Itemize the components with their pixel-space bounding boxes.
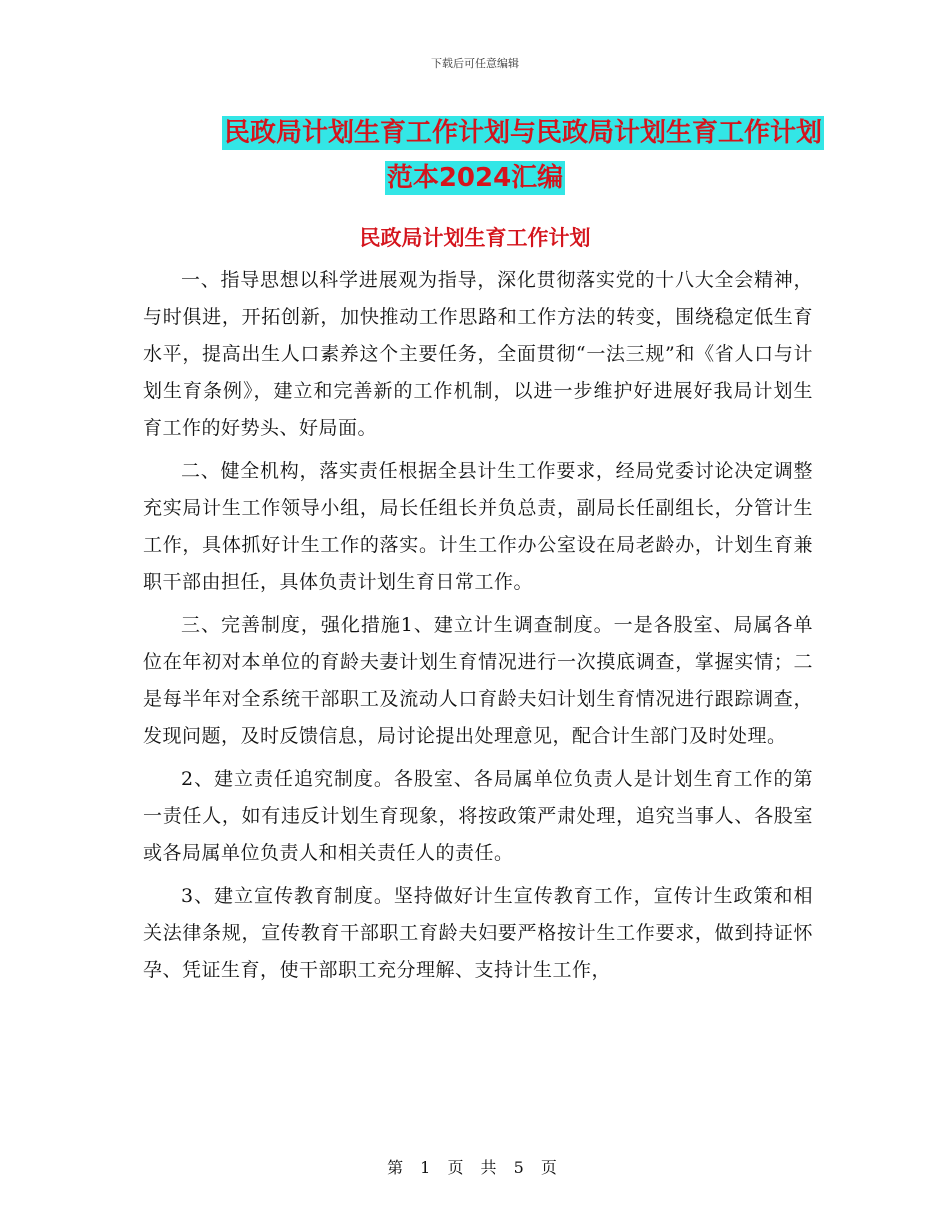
paragraph-2: 二、健全机构，落实责任根据全县计生工作要求，经局党委讨论决定调整充实局计生工作领导小组，局长任组长并负总责，副局长任副组长，分管计生工作，具体抓好计生工作的落实。计生工作办公室设在局老龄办，计划生育兼职干部由担任，具体负责计划生育日常工作。 bbox=[143, 460, 813, 593]
document-title-text-2: 范本2024汇编 bbox=[386, 163, 564, 193]
document-title-line-2 bbox=[0, 157, 950, 194]
document-body bbox=[143, 262, 813, 995]
paragraph-4: 2、建立责任追究制度。各股室、各局属单位负责人是计划生育工作的第一责任人，如有违反计划生育现象，将按政策严肃处理，追究当事人、各股室或各局属单位负责人和相关责任人的责任。 bbox=[143, 768, 813, 864]
paragraph-5: 3、建立宣传教育制度。坚持做好计生宣传教育工作，宣传计生政策和相关法律条规，宣传教育干部职工育龄夫妇要严格按计生工作要求，做到持证怀孕、凭证生育，使干部职工充分理解、支持计生工作， bbox=[143, 885, 813, 981]
page-footer: 第 1 页 共 5 页 bbox=[387, 1158, 563, 1177]
document-title-text-1: 民政局计划生育工作计划与民政局计划生育工作计划 bbox=[223, 118, 822, 148]
section-title: 民政局计划生育工作计划 bbox=[359, 226, 591, 250]
paragraph-3: 三、完善制度，强化措施1、建立计生调查制度。一是各股室、局属各单位在年初对本单位的育龄夫妻计划生育情况进行一次摸底调查，掌握实情；二是每半年对全系统干部职工及流动人口育龄夫妇计划生育情况进行跟踪调查，发现问题，及时反馈信息，局讨论提出处理意见，配合计生部门及时处理。 bbox=[143, 614, 813, 747]
paragraph-1: 一、指导思想以科学进展观为指导，深化贯彻落实党的十八大全会精神，与时俱进，开拓创新，加快推动工作思路和工作方法的转变，围绕稳定低生育水平，提高出生人口素养这个主要任务，全面贯彻“一法三规”和《省人口与计划生育条例》，建立和完善新的工作机制，以进一步维护好进展好我局计划生育工作的好势头、好局面。 bbox=[143, 269, 813, 439]
document-title-line-1 bbox=[48, 112, 950, 149]
header-note: 下载后可任意编辑 bbox=[431, 57, 519, 70]
